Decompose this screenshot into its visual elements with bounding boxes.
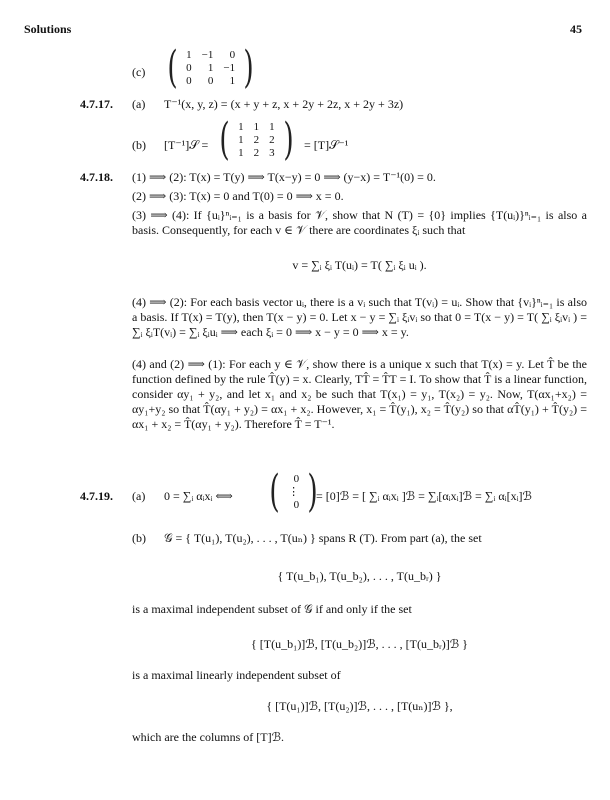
page-number: 45 bbox=[570, 22, 582, 36]
ex17-matrix-cell-2-2: 3 bbox=[269, 146, 275, 159]
part-c-matrix-cell-2-2: 1 bbox=[229, 74, 236, 87]
ex17-a-equation: T⁻¹(x, y, z) = (x + y + z, x + 2y + 2z, x + 2y + 3z) bbox=[164, 97, 404, 111]
ex18-display-3: v = ∑ᵢ ξᵢ T(uᵢ) = T( ∑ᵢ ξᵢ uᵢ ). bbox=[292, 258, 427, 272]
ex19-a-lhs: 0 = ∑ᵢ αᵢxᵢ ⟺ bbox=[164, 489, 233, 503]
ex19-b-text-2: is a maximal independent subset of 𝒢 if and only if the set bbox=[132, 602, 412, 616]
ex19-b-text-3: is a maximal linearly independent subset of bbox=[132, 668, 341, 682]
exercise-number-19: 4.7.19. bbox=[80, 489, 113, 503]
ex18-line-1: (1) ⟹ (2): T(x) = T(y) ⟹ T(x−y) = 0 ⟹ (y−x) = T⁻¹(0) = 0. bbox=[132, 170, 436, 184]
ex17-a-label: (a) bbox=[132, 97, 146, 111]
part-c-matrix-cell-1-0: 0 bbox=[186, 61, 192, 74]
ex19-a-rhs: = [0]ℬ = [ ∑ᵢ αᵢxᵢ ]ℬ = ∑ᵢ[αᵢxᵢ]ℬ = ∑ᵢ αᵢ[xᵢ]ℬ bbox=[316, 489, 532, 503]
ex17-matrix-cell-0-1: 1 bbox=[253, 120, 260, 133]
part-c-matrix-cell-0-2: 0 bbox=[229, 48, 236, 61]
part-c-label: (c) bbox=[132, 65, 146, 79]
part-c-matrix: ( 1 −1 0 0 1 −1 0 0 1 ) bbox=[167, 42, 254, 93]
ex19-vector-cell-1-0: ⋮ bbox=[288, 485, 300, 498]
ex19-b-label: (b) bbox=[132, 531, 146, 545]
exercise-number-18: 4.7.18. bbox=[80, 170, 113, 184]
ex19-b-set-2: { [T(u_b₁)]ℬ, [T(u_b₂)]ℬ, . . . , [T(u_bᵣ)]ℬ } bbox=[251, 637, 468, 651]
part-c-matrix-cell-0-1: −1 bbox=[201, 48, 214, 61]
ex19-b-text-4: which are the columns of [T]ℬ. bbox=[132, 730, 285, 744]
ex17-matrix-cell-0-0: 1 bbox=[238, 120, 244, 133]
ex18-line-2: (2) ⟹ (3): T(x) = 0 and T(0) = 0 ⟹ x = 0. bbox=[132, 189, 344, 203]
ex19-vector-cell-0-0: 0 bbox=[293, 472, 300, 485]
ex17-matrix-cell-1-1: 2 bbox=[253, 133, 260, 146]
ex17-matrix-cell-1-0: 1 bbox=[238, 133, 244, 146]
ex19-b-text-1: 𝒢 = { T(u₁), T(u₂), . . . , T(uₙ) } spans R (T). From part (a), the set bbox=[164, 531, 482, 545]
ex18-para-4: (4) ⟹ (2): For each basis vector uᵢ, there is a vᵢ such that T(vᵢ) = uᵢ. Show that {vᵢ}ⁿᵢ₌₁ is also a basis. If T(x) = T(y), then T(x − y) = 0. Let x − y = ∑ᵢ ξᵢvᵢ so that 0 = T(x − y) = T( ∑ᵢ ξᵢvᵢ ) = ∑ᵢ ξᵢT(vᵢ) = ∑ᵢ ξᵢuᵢ ⟹ each ξᵢ = 0 ⟹ x − y = 0 ⟹ x = y. bbox=[132, 295, 587, 339]
ex18-para-5: (4) and (2) ⟹ (1): For each y ∈ 𝒱, show there is a unique x such that T(x) = y. Let T̂ be the function defined by the rule T̂(y) = x. Clearly, TT̂ = T̂T = I. To show that T̂ is a linear function, consider αy₁ + y₂, and let x₁ and x₂ be such that T(x₁) = y₁, T(x₂) = y₂. Now, T(αx₁+x₂) = αy₁+y₂ so that T̂(αy₁ + y₂) = αx₁ + x₂. However, x₁ = T̂(y₁), x₂ = T̂(y₂) so that αT̂(y₁) + T̂(y₂) = αx₁ + x₂ = T̂(αy₁ + y₂). Therefore T̂ = T⁻¹. bbox=[132, 357, 587, 431]
running-header-title: Solutions bbox=[24, 22, 72, 36]
part-c-matrix-cell-0-0: 1 bbox=[186, 48, 192, 61]
ex17-matrix-cell-2-1: 2 bbox=[253, 146, 260, 159]
part-c-matrix-cell-2-0: 0 bbox=[186, 74, 192, 87]
ex19-vector-cell-2-0: 0 bbox=[293, 498, 300, 511]
ex17-matrix-cell-2-0: 1 bbox=[238, 146, 244, 159]
part-c-matrix-cell-2-1: 0 bbox=[207, 74, 214, 87]
ex17-b-lhs: [T⁻¹]𝒮 = bbox=[164, 138, 209, 152]
exercise-number-17: 4.7.17. bbox=[80, 97, 113, 111]
ex17-b-rhs: = [T]𝒮⁻¹ bbox=[304, 138, 349, 152]
ex17-b-matrix: ( 1 1 1 1 2 2 1 2 3 ) bbox=[219, 114, 294, 165]
ex19-a-label: (a) bbox=[132, 489, 146, 503]
ex19-b-set-1: { T(u_b₁), T(u_b₂), . . . , T(u_bᵣ) } bbox=[277, 569, 442, 583]
ex19-b-set-3: { [T(u₁)]ℬ, [T(u₂)]ℬ, . . . , [T(uₙ)]ℬ }, bbox=[266, 699, 453, 713]
ex17-matrix-cell-1-2: 2 bbox=[269, 133, 275, 146]
ex17-matrix-cell-0-2: 1 bbox=[269, 120, 275, 133]
ex17-b-label: (b) bbox=[132, 138, 146, 152]
part-c-matrix-cell-1-2: −1 bbox=[223, 61, 236, 74]
ex19-a-zero-vector: ( 0 ⋮ 0 ) bbox=[269, 466, 318, 517]
ex18-para-3: (3) ⟹ (4): If {uᵢ}ⁿᵢ₌₁ is a basis for 𝒱, show that N (T) = {0} implies {T(uᵢ)}ⁿᵢ₌₁ is also a basis. Consequently, for each v ∈ 𝒱 there are coordinates ξᵢ such that bbox=[132, 208, 587, 237]
part-c-matrix-cell-1-1: 1 bbox=[207, 61, 214, 74]
